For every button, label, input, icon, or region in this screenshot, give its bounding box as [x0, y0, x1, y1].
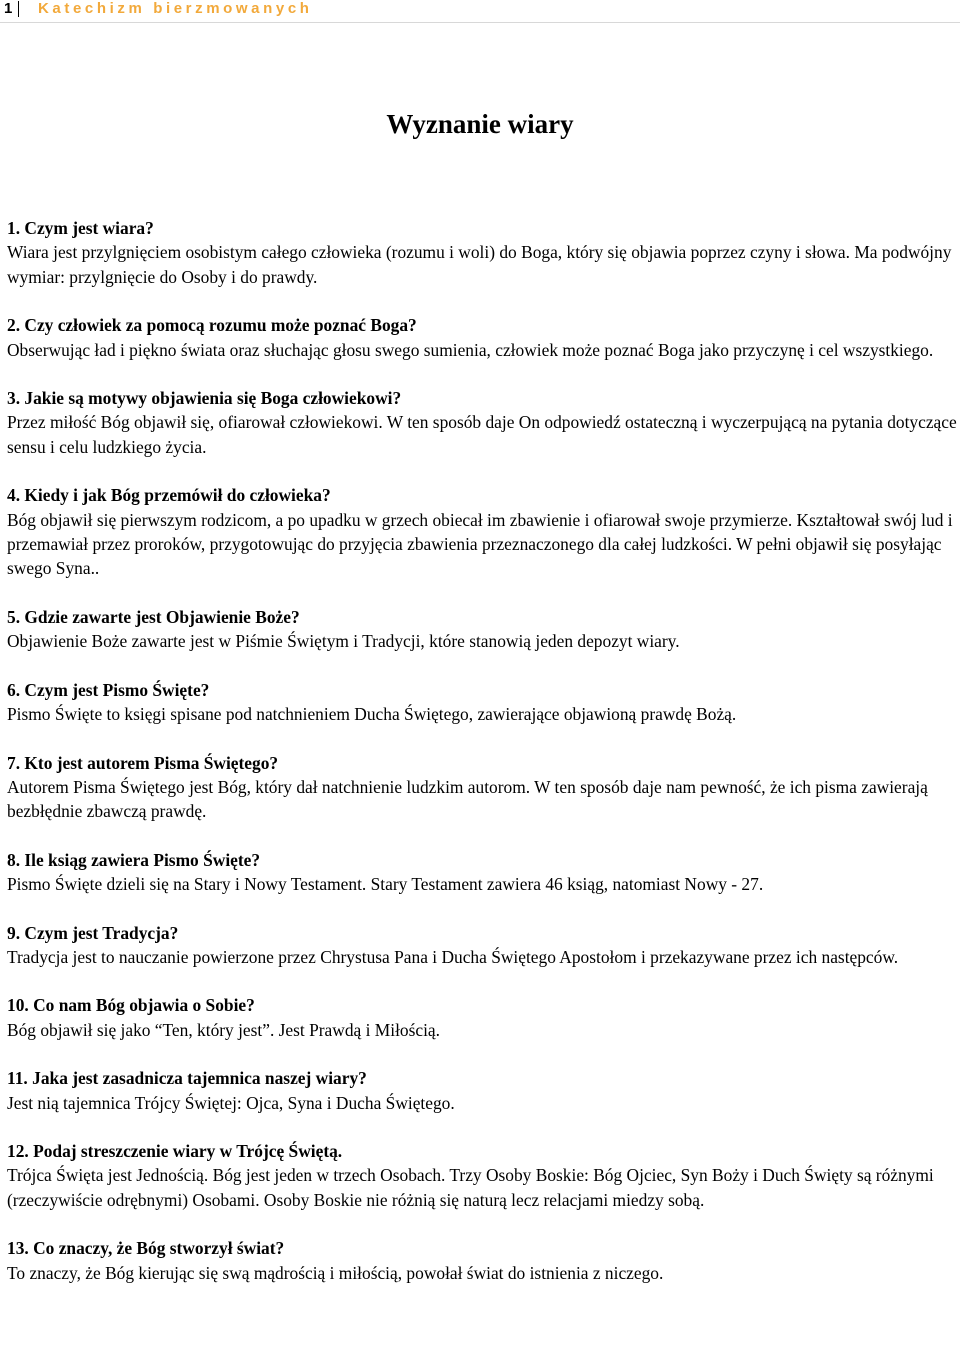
answer: Trójca Święta jest Jednością. Bóg jest jeden w trzech Osobach. Trzy Osoby Boskie: Bóg Ojciec, Syn Boży i Duch Święty są różnymi (rzeczywiście odrębnymi) Osobami. Osoby Boskie nie różnią się naturą lecz relacjami miedzy sobą.: [7, 1165, 934, 1210]
qa-item: [7, 921, 957, 970]
qa-item: [7, 386, 957, 459]
qa-item: [7, 216, 957, 289]
answer: Bóg objawił się jako “Ten, który jest”. Jest Prawdą i Miłością.: [7, 1019, 440, 1040]
question: 12. Podaj streszczenie wiary w Trójcę Świętą.: [7, 1140, 343, 1161]
qa-item: [7, 1066, 957, 1115]
answer: To znaczy, że Bóg kierując się swą mądrością i miłością, powołał świat do istnienia z niczego.: [7, 1262, 664, 1283]
qa-item: [7, 993, 957, 1042]
qa-item: [7, 605, 957, 654]
page-number: 1: [4, 0, 13, 17]
question: 13. Co znaczy, że Bóg stworzył świat?: [7, 1238, 285, 1259]
answer: Pismo Święte to księgi spisane pod natchnieniem Ducha Świętego, zawierające objawioną prawdę Bożą.: [7, 704, 737, 725]
question: 5. Gdzie zawarte jest Objawienie Boże?: [7, 606, 300, 627]
question: 4. Kiedy i jak Bóg przemówił do człowieka?: [7, 485, 331, 506]
question: 3. Jakie są motywy objawienia się Boga człowiekowi?: [7, 388, 402, 409]
answer: Tradycja jest to nauczanie powierzone przez Chrystusa Pana i Ducha Świętego Apostołom i przekazywane przez ich następców.: [7, 946, 899, 967]
answer: Przez miłość Bóg objawił się, ofiarował człowiekowi. W ten sposób daje On odpowiedź ostateczną i wyczerpującą na pytania dotyczące sensu i celu ludzkiego życia.: [7, 412, 957, 457]
header-rule: [0, 22, 960, 23]
running-title: Katechizm bierzmowanych: [38, 0, 313, 17]
question: 7. Kto jest autorem Pisma Świętego?: [7, 752, 279, 773]
question: 8. Ile ksiąg zawiera Pismo Święte?: [7, 849, 261, 870]
header-divider: [18, 1, 19, 17]
answer: Jest nią tajemnica Trójcy Świętej: Ojca, Syna i Ducha Świętego.: [7, 1092, 455, 1113]
question: 9. Czym jest Tradycja?: [7, 922, 179, 943]
question: 10. Co nam Bóg objawia o Sobie?: [7, 995, 255, 1016]
qa-item: [7, 313, 957, 362]
answer: Obserwując ład i piękno świata oraz słuchając głosu swego sumienia, człowiek może poznać Boga jako przyczynę i cel wszystkiego.: [7, 339, 934, 360]
answer: Autorem Pisma Świętego jest Bóg, który dał natchnienie ludzkim autorom. W ten sposób daje nam pewność, że ich pisma zawierają bezbłędnie zbawczą prawdę.: [7, 776, 928, 822]
qa-item: [7, 678, 957, 727]
document-title: Wyznanie wiary: [386, 109, 574, 139]
answer: Wiara jest przylgnięciem osobistym całego człowieka (rozumu i woli) do Boga, który się objawia poprzez czyny i słowa. Ma podwójny wymiar: przylgnięcie do Osoby i do prawdy.: [7, 242, 952, 287]
qa-item: [7, 751, 957, 824]
question: 11. Jaka jest zasadnicza tajemnica naszej wiary?: [7, 1068, 367, 1089]
question: 2. Czy człowiek za pomocą rozumu może poznać Boga?: [7, 315, 417, 336]
page-header: [0, 0, 960, 24]
question: 1. Czym jest wiara?: [7, 218, 154, 238]
qa-item: [7, 483, 957, 581]
answer: Objawienie Boże zawarte jest w Piśmie Świętym i Tradycji, które stanowią jeden depozyt wiary.: [7, 631, 680, 652]
qa-list: [7, 216, 957, 1309]
qa-item: [7, 1236, 957, 1285]
answer: Bóg objawił się pierwszym rodzicom, a po upadku w grzech obiecał im zbawienie i ofiarował swoje przymierze. Kształtował swój lud i przemawiał przez proroków, przygotowując do przyjęcia zbawienia przeznaczonego dla całej ludzkości. W pełni objawił się posyłając swego Syna..: [7, 509, 953, 579]
qa-item: [7, 1139, 957, 1212]
question: 6. Czym jest Pismo Święte?: [7, 679, 210, 700]
qa-item: [7, 848, 957, 897]
answer: Pismo Święte dzieli się na Stary i Nowy Testament. Stary Testament zawiera 46 ksiąg, natomiast Nowy - 27.: [7, 874, 764, 895]
